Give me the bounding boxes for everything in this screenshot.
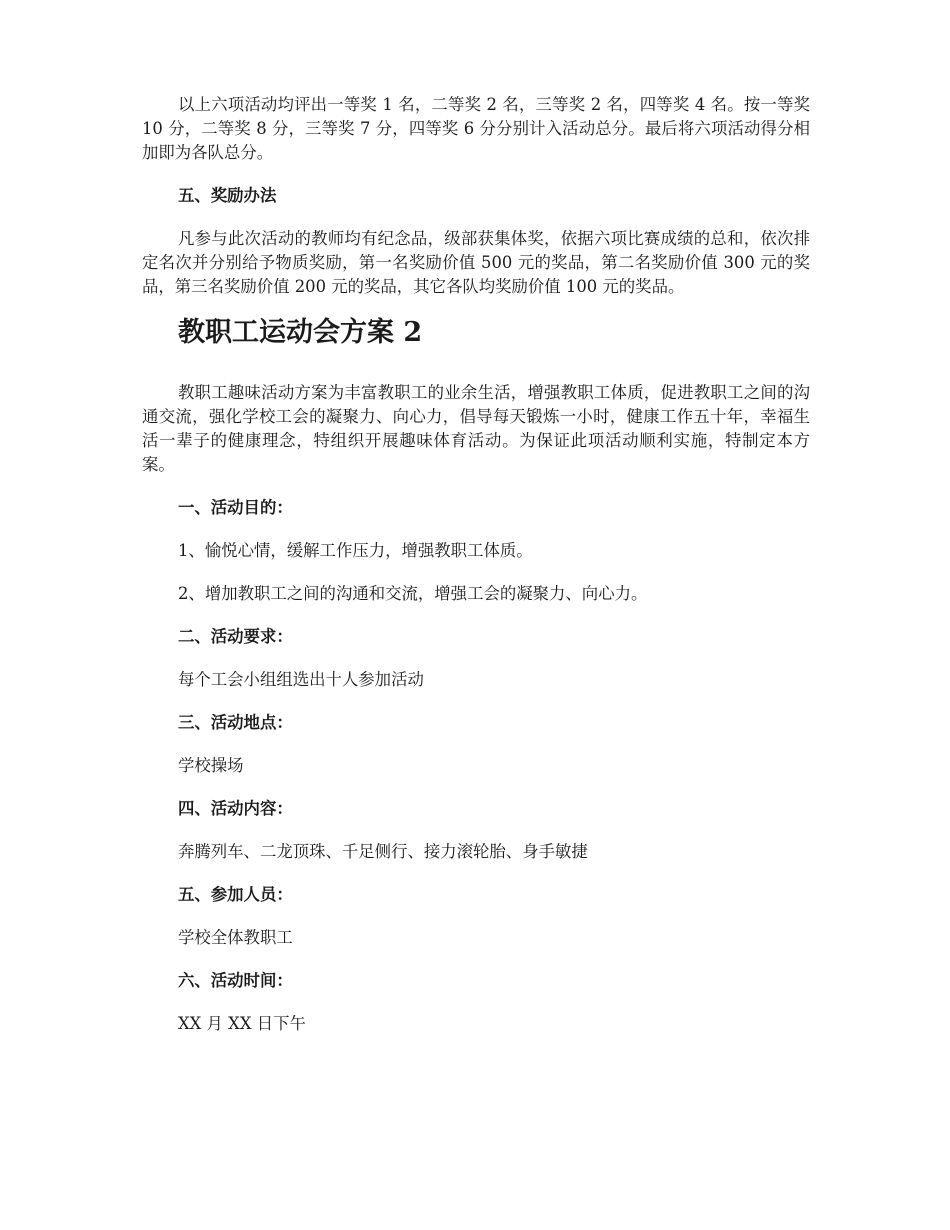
purpose-item-2: 2、增加教职工之间的沟通和交流，增强工会的凝聚力、向心力。 (178, 584, 648, 603)
document-title: 教职工运动会方案 2 (178, 317, 423, 348)
participants-text: 学校全体教职工 (178, 928, 293, 947)
content-text: 奔腾列车、二龙顶珠、千足侧行、接力滚轮胎、身手敏捷 (178, 842, 588, 861)
requirement-text: 每个工会小组组选出十人参加活动 (178, 670, 424, 689)
purpose-item-1: 1、愉悦心情，缓解工作压力，增强教职工体质。 (178, 541, 533, 560)
reward-heading: 五、奖励办法 (178, 186, 277, 205)
participants-heading: 五、参加人员： (178, 885, 293, 904)
document-page (142, 93, 810, 1036)
content-heading: 四、活动内容： (178, 799, 293, 818)
reward-paragraph: 凡参与此次活动的教师均有纪念品，级部获集体奖，依据六项比赛成绩的总和，依次排定名次并分别给予物质奖励，第一名奖励价值 500 元的奖品，第二名奖励价值 300 元的奖品，第三名奖励价值 200 元的奖品，其它各队均奖励价值 100 元的奖品。 (142, 229, 810, 296)
time-text: XX 月 XX 日下午 (178, 1014, 306, 1033)
purpose-heading: 一、活动目的： (178, 498, 293, 517)
time-heading: 六、活动时间： (178, 971, 293, 990)
location-text: 学校操场 (178, 756, 244, 775)
location-heading: 三、活动地点： (178, 713, 293, 732)
requirement-heading: 二、活动要求： (178, 627, 293, 646)
scoring-paragraph: 以上六项活动均评出一等奖 1 名，二等奖 2 名，三等奖 2 名，四等奖 4 名。按一等奖 10 分，二等奖 8 分，三等奖 7 分，四等奖 6 分分别计入活动总分。最后将六项活动得分相加即为各队总分。 (142, 95, 810, 162)
intro-paragraph: 教职工趣味活动方案为丰富教职工的业余生活，增强教职工体质，促进教职工之间的沟通交流，强化学校工会的凝聚力、向心力，倡导每天锻炼一小时，健康工作五十年，幸福生活一辈子的健康理念，特组织开展趣味体育活动。为保证此项活动顺利实施，特制定本方案。 (142, 383, 810, 474)
